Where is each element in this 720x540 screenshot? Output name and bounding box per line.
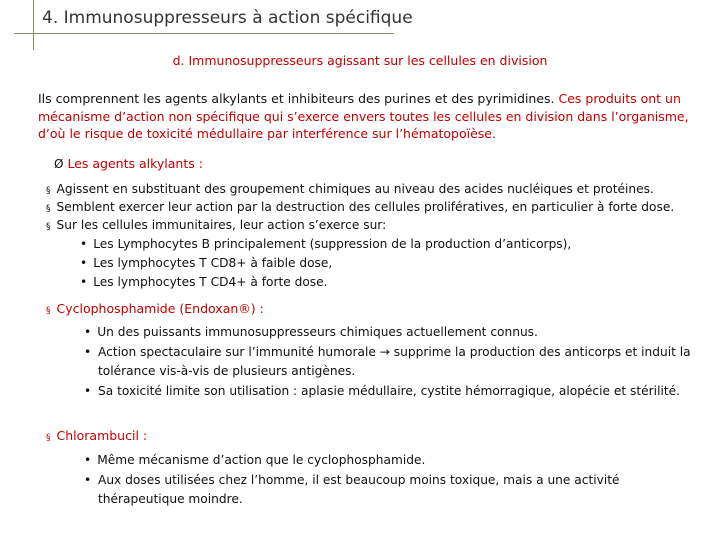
alkylants-bullet-text: Sur les cellules immunitaires, leur action s’exerce sur: (56, 218, 387, 232)
dot-bullet-icon: • (84, 473, 92, 487)
alkylants-sub-bullet-text: Les lymphocytes T CD8+ à faible dose, (93, 256, 333, 270)
intro-paragraph (38, 90, 700, 143)
alkylants-sub-bullet-text: Les lymphocytes T CD4+ à forte dose. (93, 275, 328, 289)
cyclophosphamide-point-text: Un des puissants immunosuppresseurs chimiques actuellement connus. (97, 325, 538, 339)
intro-text: Ils comprennent les agents alkylants et inhibiteurs des purines et des pyrimidines. (38, 91, 559, 106)
alkylants-bullet (46, 181, 654, 200)
alkylants-heading-row (54, 156, 203, 171)
title-vertical-rule (33, 0, 34, 50)
title-horizontal-rule (14, 33, 394, 34)
arrow-bullet-icon: Ø (54, 157, 64, 171)
chlorambucil-point-text: Aux doses utilisées chez l’homme, il est beaucoup moins toxique, mais a une activité thérapeutique moindre. (98, 473, 620, 506)
dot-bullet-icon: • (84, 325, 92, 339)
cyclophosphamide-point-text: Sa toxicité limite son utilisation : aplasie médullaire, cystite hémorragique, alopécie et stérilité. (98, 384, 680, 398)
dot-bullet-icon: • (80, 237, 88, 251)
alkylants-heading: Les agents alkylants : (67, 156, 203, 171)
alkylants-bullet (46, 217, 386, 236)
alkylants-bullet (46, 199, 674, 218)
section-subtitle: d. Immunosuppresseurs agissant sur les cellules en division (172, 53, 548, 68)
dot-bullet-icon: • (80, 275, 88, 289)
alkylants-bullet-text: Semblent exercer leur action par la destruction des cellules prolifératives, en particulier à forte dose. (56, 200, 675, 214)
square-bullet-icon: § (46, 222, 51, 232)
square-bullet-icon: § (46, 306, 51, 316)
chlorambucil-heading-row (46, 428, 147, 443)
alkylants-sub-bullet (80, 255, 332, 272)
chlorambucil-heading: Chlorambucil : (56, 428, 148, 443)
alkylants-sub-bullet (80, 274, 328, 291)
dot-bullet-icon: • (80, 256, 88, 270)
cyclophosphamide-point (84, 324, 538, 341)
cyclophosphamide-heading-row (46, 301, 264, 316)
dot-bullet-icon: • (84, 453, 92, 467)
page-title: 4. Immunosuppresseurs à action spécifique (42, 8, 413, 28)
square-bullet-icon: § (46, 186, 51, 196)
alkylants-bullet-text: Agissent en substituant des groupement chimiques au niveau des acides nucléiques et protéines. (56, 182, 654, 196)
alkylants-sub-bullet (80, 236, 571, 253)
alkylants-sub-bullet-text: Les Lymphocytes B principalement (suppression de la production d’anticorps), (93, 237, 572, 251)
cyclophosphamide-heading: Cyclophosphamide (Endoxan®) : (56, 301, 264, 316)
intro-highlight: Ces produits ont un mécanisme d’action non spécifique qui s’exerce envers toutes les cellules en division dans l’organisme, d’où le risque de toxicité médullaire par interférence sur l’hématopoïèse. (38, 91, 689, 141)
chlorambucil-point-text: Même mécanisme d’action que le cyclophosphamide. (97, 453, 426, 467)
square-bullet-icon: § (46, 204, 51, 214)
square-bullet-icon: § (46, 433, 51, 443)
cyclophosphamide-point-text: Action spectaculaire sur l’immunité humorale → supprime la production des anticorps et induit la tolérance vis-à-vis de plusieurs antigènes. (98, 345, 691, 378)
dot-bullet-icon: • (84, 345, 92, 359)
dot-bullet-icon: • (84, 384, 92, 398)
chlorambucil-point (84, 452, 425, 469)
